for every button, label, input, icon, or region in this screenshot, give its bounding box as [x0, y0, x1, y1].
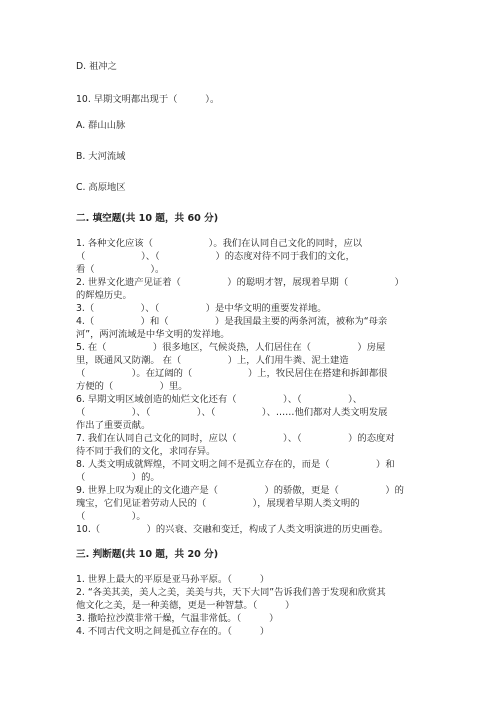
fill-blank-line: 9. 世界上叹为观止的文化遗产是（ ）的骄傲，更是（ ）的 [76, 485, 404, 496]
fill-blank-line: 6. 早期文明区域创造的灿烂文化还有（ ）、（ ）、 [76, 394, 363, 405]
q10-option-c: C. 高原地区 [76, 182, 126, 193]
q9-option-d: D. 祖冲之 [76, 61, 117, 72]
fill-blank-line: （ ）。在辽阔的（ ）上，牧民居住在搭建和拆卸都很 [76, 368, 388, 379]
fill-blank-line: 河”，两河流域是中华文明的发祥地。 [76, 329, 230, 340]
true-false-line: 1. 世界上最大的平原是亚马孙平原。（ ） [76, 574, 270, 585]
true-false-line: 他文化之美，是一种美德，更是一种智慧。（ ） [76, 600, 295, 611]
q10-stem: 10. 早期文明都出现于（ ）。 [76, 94, 220, 105]
fill-blank-line: 3.（ ）、（ ）是中华文明的重要发祥地。 [76, 303, 327, 314]
fill-blank-line: 5. 在（ ）很多地区，气候炎热，人们居住在（ ）房屋 [76, 342, 386, 353]
fill-blank-line: （ ）的。 [76, 472, 160, 483]
fill-blank-line: 7. 我们在认同自己文化的同时，应以（ ）、（ ）的态度对 [76, 433, 395, 444]
fill-blank-line: 看（ ）。 [76, 264, 165, 275]
section3-heading: 三. 判断题(共 10 题，共 20 分) [76, 549, 219, 560]
fill-blank-line: （ ）。 [76, 511, 146, 522]
q10-option-a: A. 群山山脉 [76, 120, 126, 131]
fill-blank-line: 2. 世界文化遗产见证着（ ）的聪明才智，展现着早期（ ） [76, 277, 404, 288]
true-false-line: 4. 不同古代文明之间是孤立存在的。（ ） [76, 626, 270, 637]
q10-option-b: B. 大河流域 [76, 151, 126, 162]
fill-blank-line: 方便的（ ）里。 [76, 381, 188, 392]
fill-blank-line: 瑰宝，它们见证着劳动人民的（ ），展现着早期人类文明的 [76, 498, 360, 509]
true-false-line: 2. “各美其美，美人之美，美美与共，天下大同”告诉我们善于发现和欣赏其 [76, 587, 386, 598]
fill-blank-line: 10.（ ）的兴衰、交融和变迁，构成了人类文明演进的历史画卷。 [76, 524, 389, 535]
true-false-line: 3. 撒哈拉沙漠非常干燥，气温非常低。（ ） [76, 613, 279, 624]
fill-blank-line: 4.（ ）和（ ）是我国最主要的两条河流，被称为“母亲 [76, 316, 388, 327]
section2-heading: 二. 填空题(共 10 题，共 60 分) [76, 213, 219, 224]
fill-blank-line: （ ）、（ ）的态度对待不同于我们的文化， [76, 251, 355, 262]
fill-blank-line: 8. 人类文明成就辉煌，不同文明之间不是孤立存在的，而是（ ）和 [76, 459, 395, 470]
fill-blank-line: 的辉煌历史。 [76, 290, 132, 301]
fill-blank-line: （ ）、（ ）、（ ）、……他们都对人类文明发展 [76, 407, 388, 418]
fill-blank-line: 待不同于我们的文化，求同存异。 [76, 446, 216, 457]
fill-blank-line: 里，既通风又防潮。 在（ ）上，人们用牛粪、泥土建造 [76, 355, 349, 366]
fill-blank-line: 作出了重要贡献。 [76, 420, 151, 431]
fill-blank-line: 1. 各种文化应该（ ）。我们在认同自己文化的同时，应以 [76, 238, 363, 249]
